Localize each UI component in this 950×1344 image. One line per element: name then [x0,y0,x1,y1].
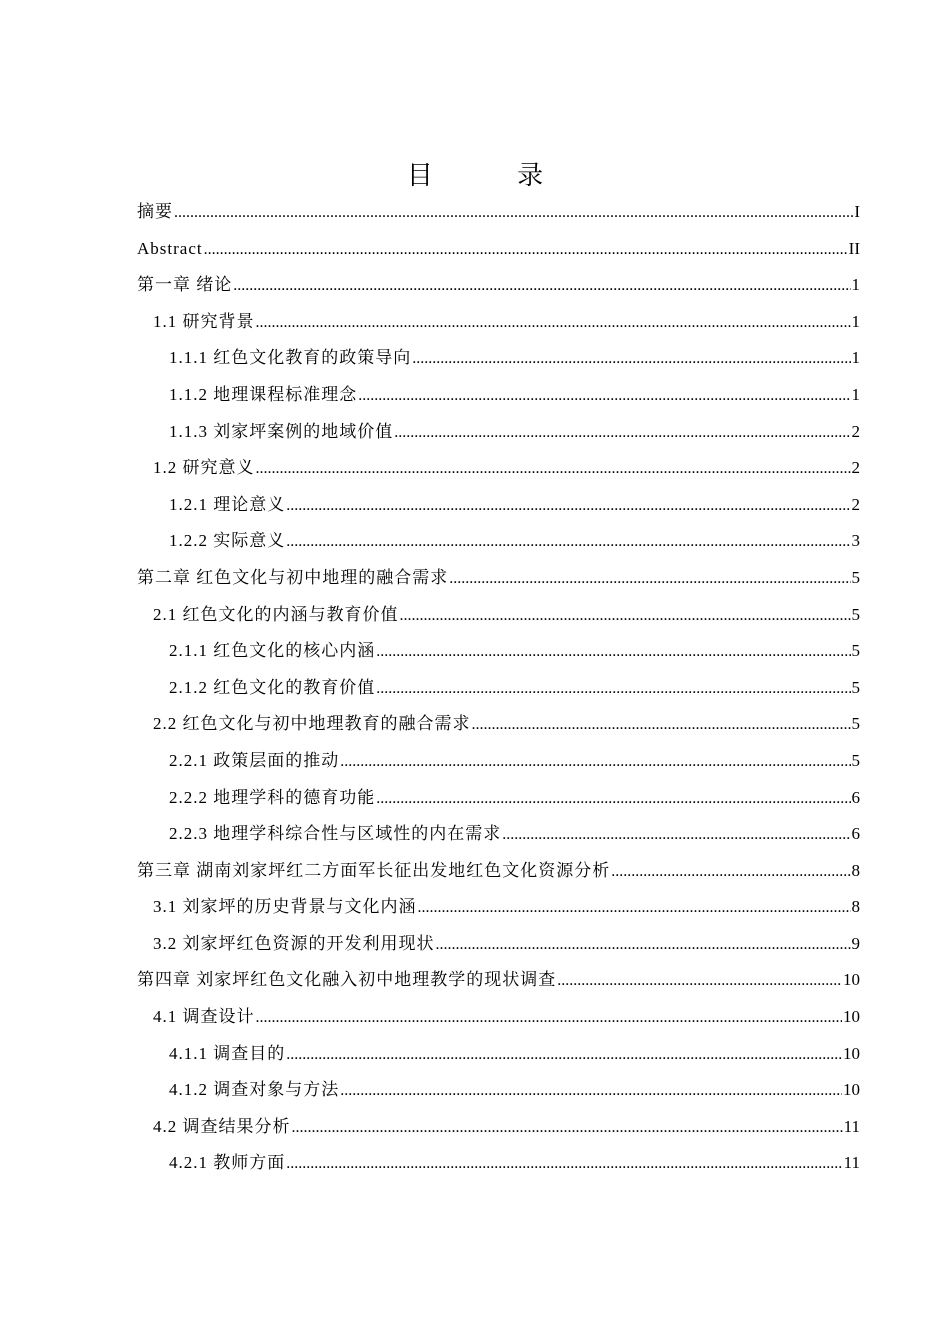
toc-page-number: 8 [851,897,860,917]
toc-dot-leader [502,817,850,854]
toc-entry-label: 4.1.2 调查对象与方法 [169,1080,340,1100]
toc-page-number: 10 [843,970,860,990]
toc-entry[interactable] [137,414,860,451]
toc-entry[interactable] [137,340,860,377]
toc-dot-leader [286,488,850,525]
toc-page-number: 5 [851,641,860,661]
toc-page-number: 10 [843,1007,860,1027]
toc-dot-leader [358,378,850,415]
toc-page-number: I [854,202,860,221]
toc-entry-label: 1.1.3 刘家坪案例的地域价值 [169,421,394,441]
toc-entry-label: 第二章 红色文化与初中地理的融合需求 [137,567,449,587]
toc-dot-leader [376,634,850,671]
toc-entry-label: 1.1.1 红色文化教育的政策导向 [169,348,412,368]
toc-page-number: 2 [851,458,860,478]
toc-entry[interactable] [137,267,860,304]
toc-title: 目 录 [406,161,582,191]
toc-entry-label: 4.1 调查设计 [153,1007,255,1027]
toc-dot-leader [611,854,850,891]
toc-page-number: 5 [851,567,860,587]
toc-entry-label: Abstract [137,238,203,258]
toc-entry[interactable] [137,377,860,414]
toc-page-number: 11 [843,1116,860,1136]
toc-page-number: 5 [851,604,860,624]
toc-dot-leader [204,232,848,269]
toc-page-number: 6 [851,787,860,807]
toc-page-number: 1 [851,311,860,331]
toc-entry[interactable] [137,231,860,268]
toc-entry[interactable] [137,780,860,817]
toc-dot-leader [256,305,851,342]
toc-page-number: 5 [851,677,860,697]
toc-page-number: 3 [851,531,860,551]
toc-entry[interactable] [137,816,860,853]
toc-entry[interactable] [137,450,860,487]
toc-dot-leader [436,927,851,964]
toc-dot-leader [376,671,850,708]
toc-entry-label: 1.1.2 地理课程标准理念 [169,384,358,404]
toc-page-number: II [848,238,860,258]
toc-entry-label: 1.2 研究意义 [153,458,255,478]
toc-page-number: 6 [851,824,860,844]
toc-entry[interactable] [137,487,860,524]
toc-entry-label: 3.2 刘家坪红色资源的开发利用现状 [153,933,435,953]
toc-entry-label: 1.2.2 实际意义 [169,531,286,551]
toc-entry[interactable] [137,706,860,743]
toc-dot-leader [449,561,850,598]
toc-list [137,194,860,1182]
toc-entry[interactable] [137,1072,860,1109]
toc-entry-label: 1.2.1 理论意义 [169,494,286,514]
toc-entry[interactable] [137,560,860,597]
toc-page-number: 10 [843,1043,860,1063]
toc-entry[interactable] [137,962,860,999]
toc-entry-label: 3.1 刘家坪的历史背景与文化内涵 [153,897,417,917]
toc-entry[interactable] [137,304,860,341]
toc-page-number: 1 [851,348,860,368]
toc-page-number: 9 [851,933,860,953]
toc-entry[interactable] [137,670,860,707]
toc-dot-leader [340,744,850,781]
toc-entry[interactable] [137,926,860,963]
toc-entry-label: 2.1 红色文化的内涵与教育价值 [153,604,399,624]
toc-entry[interactable] [137,1109,860,1146]
toc-page-number: 2 [851,494,860,514]
toc-dot-leader [286,1146,842,1183]
toc-entry[interactable] [137,853,860,890]
toc-entry-label: 2.2 红色文化与初中地理教育的融合需求 [153,714,471,734]
toc-entry-label: 摘要 [137,202,173,221]
toc-dot-leader [412,341,850,378]
toc-entry[interactable] [137,1036,860,1073]
toc-entry[interactable] [137,523,860,560]
toc-entry[interactable] [137,889,860,926]
toc-page-number: 5 [851,714,860,734]
toc-entry-label: 2.2.3 地理学科综合性与区域性的内在需求 [169,824,502,844]
toc-page-number: 11 [843,1153,860,1173]
toc-page-number: 1 [851,384,860,404]
toc-entry-label: 2.1.1 红色文化的核心内涵 [169,641,376,661]
toc-entry[interactable] [137,194,860,231]
toc-entry-label: 第一章 绪论 [137,275,233,295]
toc-dot-leader [400,598,851,635]
toc-dot-leader [472,707,851,744]
toc-page-number: 8 [851,860,860,880]
toc-entry-label: 2.2.2 地理学科的德育功能 [169,787,376,807]
toc-entry[interactable] [137,999,860,1036]
toc-dot-leader [174,195,853,232]
toc-entry[interactable] [137,1145,860,1182]
toc-entry[interactable] [137,633,860,670]
toc-dot-leader [418,890,851,927]
toc-dot-leader [286,1037,842,1074]
toc-dot-leader [394,415,850,452]
toc-page-number: 2 [851,421,860,441]
toc-dot-leader [256,451,851,488]
toc-dot-leader [256,1000,843,1037]
toc-entry-label: 4.2 调查结果分析 [153,1116,291,1136]
toc-dot-leader [340,1073,842,1110]
toc-entry-label: 2.1.2 红色文化的教育价值 [169,677,376,697]
toc-entry[interactable] [137,597,860,634]
toc-entry-label: 2.2.1 政策层面的推动 [169,750,340,770]
toc-page-number: 10 [843,1080,860,1100]
toc-dot-leader [557,963,842,1000]
toc-entry-label: 4.2.1 教师方面 [169,1153,286,1173]
toc-entry-label: 第三章 湖南刘家坪红二方面军长征出发地红色文化资源分析 [137,860,611,880]
toc-dot-leader [233,268,850,305]
toc-entry-label: 4.1.1 调查目的 [169,1043,286,1063]
toc-page-number: 1 [851,275,860,295]
toc-dot-leader [376,781,850,818]
toc-entry-label: 1.1 研究背景 [153,311,255,331]
toc-entry-label: 第四章 刘家坪红色文化融入初中地理教学的现状调查 [137,970,557,990]
toc-dot-leader [286,524,850,561]
toc-dot-leader [292,1110,843,1147]
toc-entry[interactable] [137,743,860,780]
toc-page-number: 5 [851,750,860,770]
